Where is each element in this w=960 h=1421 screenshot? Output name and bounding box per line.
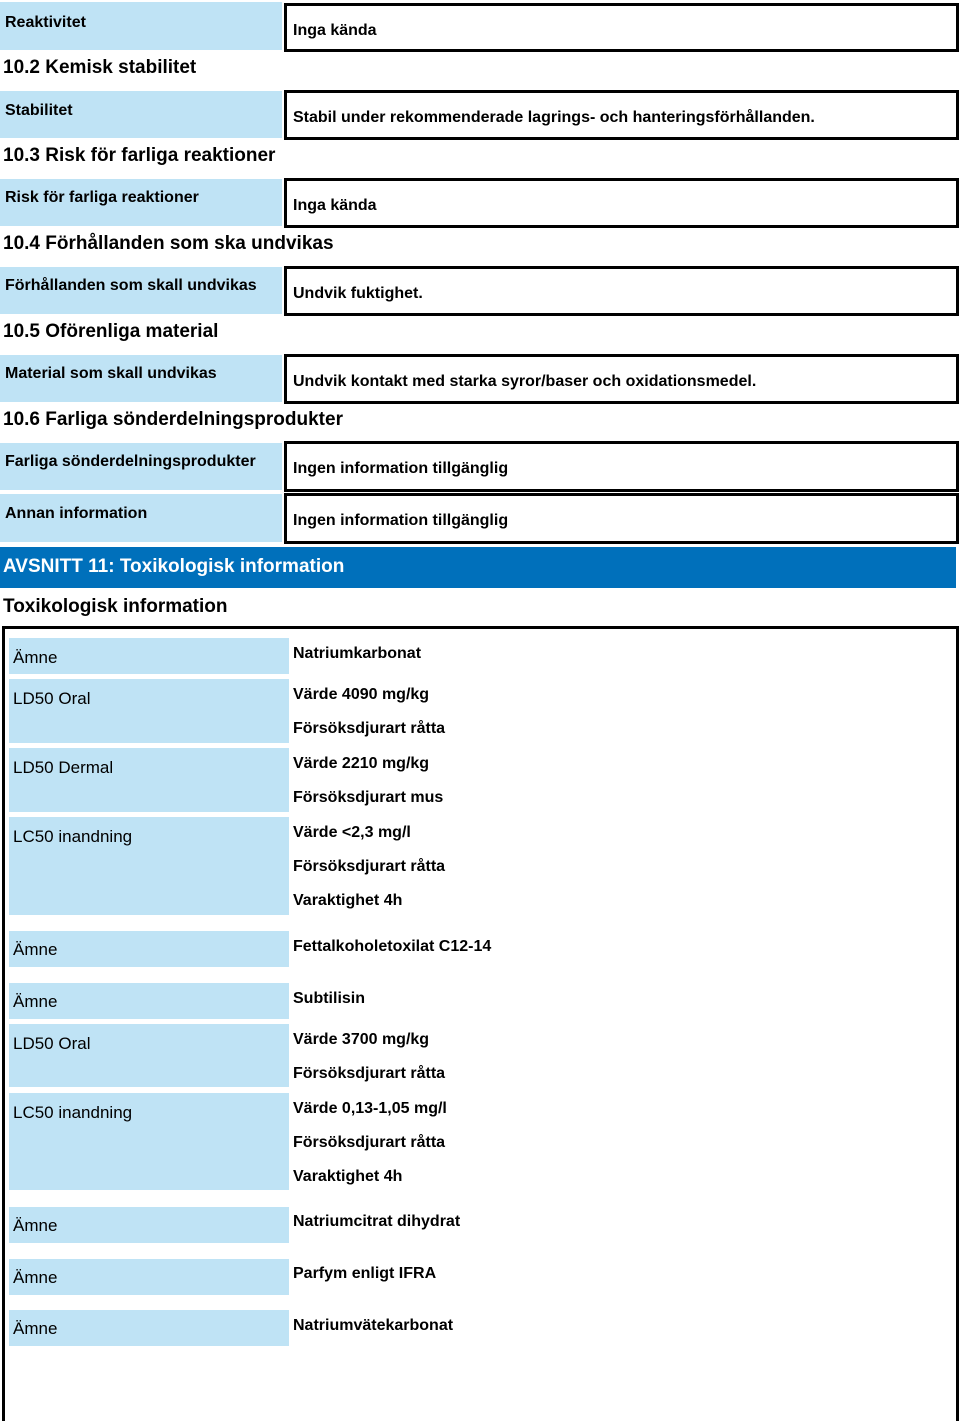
toxicology-row-7-line-2: Varaktighet 4h xyxy=(293,1168,403,1185)
stability-label: Stabilitet xyxy=(0,91,282,138)
toxicology-row-7-line-1: Försöksdjurart råtta xyxy=(293,1134,446,1151)
toxicology-row-0-line-0: Natriumkarbonat xyxy=(293,645,422,662)
decomp-value: Ingen information tillgänglig xyxy=(284,441,959,492)
section-11-subtitle: Toxikologisk information xyxy=(3,596,228,617)
heading-10-5: 10.5 Oförenliga material xyxy=(3,321,219,342)
heading-10-6: 10.6 Farliga sönderdelningsprodukter xyxy=(3,409,343,430)
heading-10-4: 10.4 Förhållanden som ska undvikas xyxy=(3,233,334,254)
toxicology-row-1-label: LD50 Oral xyxy=(9,679,289,743)
materials-value: Undvik kontakt med starka syror/baser och oxidationsmedel. xyxy=(284,354,959,404)
decomp-label: Farliga sönderdelningsprodukter xyxy=(0,443,282,490)
hazreact-value: Inga kända xyxy=(284,178,959,228)
toxicology-row-1-line-1: Försöksdjurart råtta xyxy=(293,720,446,737)
toxicology-row-9-line-0: Parfym enligt IFRA xyxy=(293,1265,437,1282)
reactivity-value: Inga kända xyxy=(284,3,959,52)
materials-label: Material som skall undvikas xyxy=(0,355,282,402)
toxicology-row-4-line-0: Fettalkoholetoxilat C12-14 xyxy=(293,938,492,955)
stability-value: Stabil under rekommenderade lagrings- och hanteringsförhållanden. xyxy=(284,90,959,140)
toxicology-row-7-line-0: Värde 0,13-1,05 mg/l xyxy=(293,1100,447,1117)
reactivity-label: Reaktivitet xyxy=(0,2,282,50)
toxicology-row-6-line-0: Värde 3700 mg/kg xyxy=(293,1031,430,1048)
toxicology-row-9-label: Ämne xyxy=(9,1259,289,1295)
toxicology-row-8-line-0: Natriumcitrat dihydrat xyxy=(293,1213,461,1230)
toxicology-row-3-line-2: Varaktighet 4h xyxy=(293,892,403,909)
toxicology-row-2-line-1: Försöksdjurart mus xyxy=(293,789,444,806)
toxicology-row-3-label: LC50 inandning xyxy=(9,817,289,915)
hazreact-label: Risk för farliga reaktioner xyxy=(0,179,282,226)
toxicology-row-7-label: LC50 inandning xyxy=(9,1093,289,1190)
toxicology-row-3-line-0: Värde <2,3 mg/l xyxy=(293,824,411,841)
toxicology-row-5-line-0: Subtilisin xyxy=(293,990,365,1007)
conditions-value: Undvik fuktighet. xyxy=(284,266,959,316)
toxicology-row-2-label: LD50 Dermal xyxy=(9,748,289,812)
toxicology-row-8-label: Ämne xyxy=(9,1207,289,1243)
heading-10-3: 10.3 Risk för farliga reaktioner xyxy=(3,145,276,166)
toxicology-row-2-line-0: Värde 2210 mg/kg xyxy=(293,755,430,772)
toxicology-row-10-line-0: Natriumvätekarbonat xyxy=(293,1317,454,1334)
toxicology-row-0-label: Ämne xyxy=(9,638,289,674)
toxicology-row-6-line-1: Försöksdjurart råtta xyxy=(293,1065,446,1082)
toxicology-row-3-line-1: Försöksdjurart råtta xyxy=(293,858,446,875)
section-11-banner: AVSNITT 11: Toxikologisk information xyxy=(0,547,956,588)
toxicology-row-4-label: Ämne xyxy=(9,931,289,967)
toxicology-row-6-label: LD50 Oral xyxy=(9,1024,289,1087)
conditions-label: Förhållanden som skall undvikas xyxy=(0,267,282,314)
other-value: Ingen information tillgänglig xyxy=(284,493,959,544)
toxicology-row-10-label: Ämne xyxy=(9,1310,289,1346)
heading-10-2: 10.2 Kemisk stabilitet xyxy=(3,57,197,78)
toxicology-row-1-line-0: Värde 4090 mg/kg xyxy=(293,686,430,703)
toxicology-row-5-label: Ämne xyxy=(9,983,289,1019)
other-label: Annan information xyxy=(0,494,282,542)
